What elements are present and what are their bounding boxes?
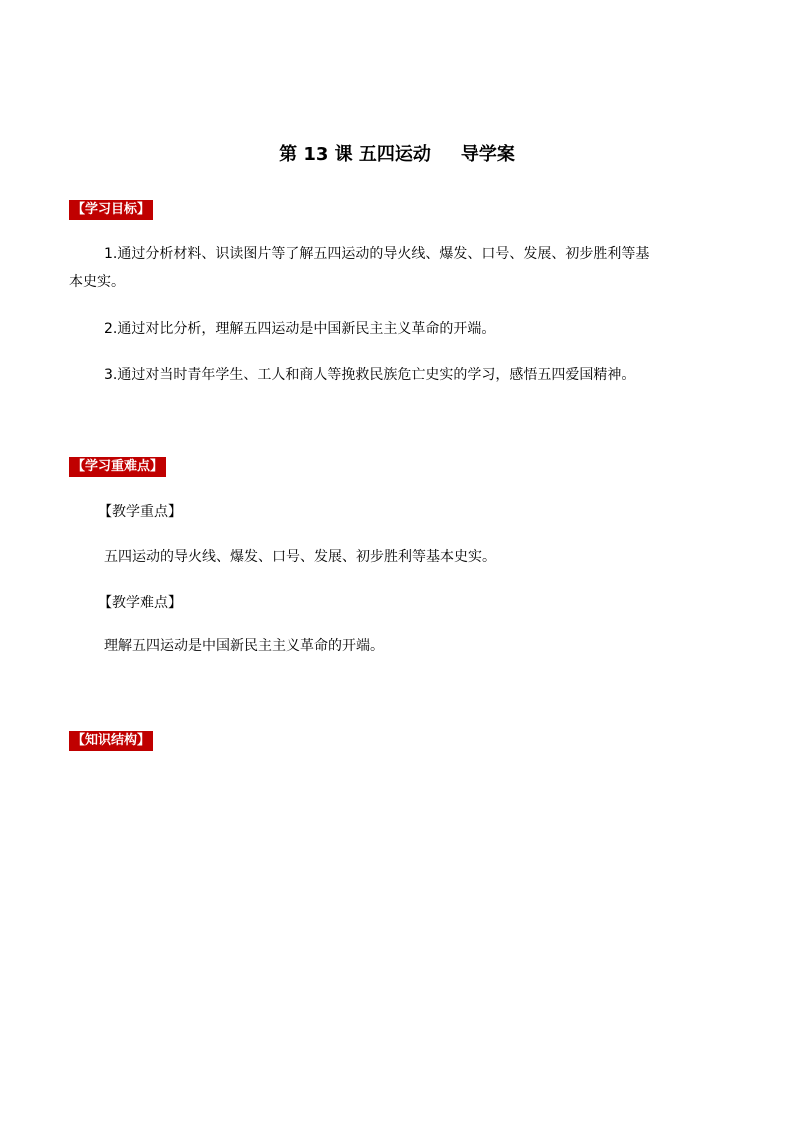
focus-label: 【教学重点】 [98, 504, 182, 520]
objective-line-1: 1.通过分析材料、识读图片等了解五四运动的导火线、爆发、口号、发展、初步胜利等基 [104, 246, 650, 262]
structure-heading: 【知识结构】 [69, 731, 153, 751]
lesson-title: 第 13 课 五四运动 [279, 144, 431, 165]
objective-line-2: 2.通过对比分析，理解五四运动是中国新民主主义革命的开端。 [104, 321, 496, 337]
objectives-heading: 【学习目标】 [69, 200, 153, 220]
difficulty-label: 【教学难点】 [98, 595, 182, 611]
objective-line-3: 3.通过对当时青年学生、工人和商人等挽救民族危亡史实的学习，感悟五四爱国精神。 [104, 367, 636, 383]
lesson-subtitle: 导学案 [460, 144, 515, 165]
focus-text: 五四运动的导火线、爆发、口号、发展、初步胜利等基本史实。 [104, 549, 496, 565]
key-points-heading: 【学习重难点】 [69, 457, 166, 477]
difficulty-text: 理解五四运动是中国新民主主义革命的开端。 [104, 638, 384, 654]
objective-line-1-continued: 本史实。 [69, 274, 125, 290]
page-title [0, 141, 794, 169]
